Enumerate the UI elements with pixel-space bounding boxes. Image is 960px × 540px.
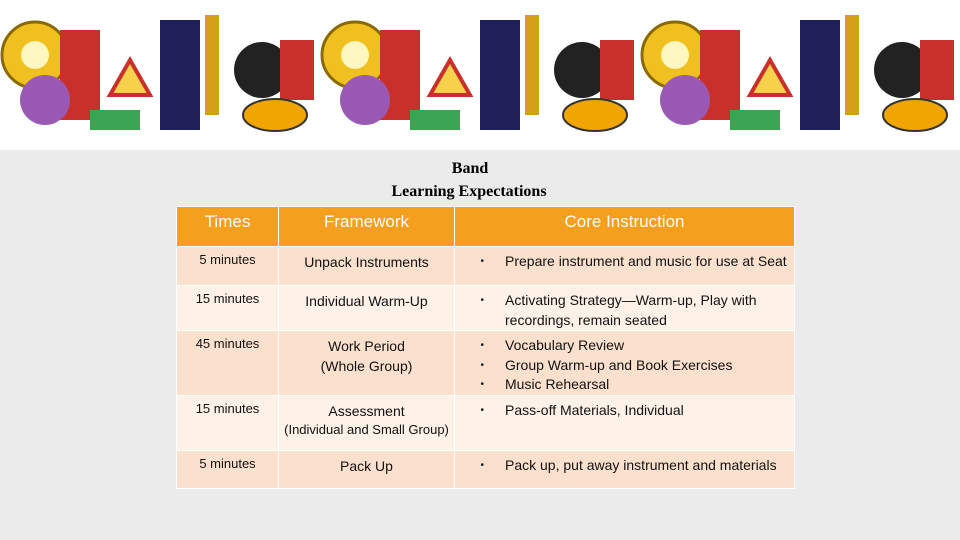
time-cell: 15 minutes bbox=[177, 395, 279, 450]
list-item bbox=[455, 356, 794, 376]
core-item-text: Pass-off Materials, Individual bbox=[505, 401, 684, 418]
core-item-text: Music Rehearsal bbox=[505, 376, 610, 392]
instrument-artwork-icon bbox=[0, 0, 320, 150]
framework-sublabel: (Whole Group) bbox=[320, 358, 413, 374]
band-banner bbox=[0, 0, 960, 150]
framework-cell bbox=[279, 247, 455, 286]
list-item bbox=[455, 252, 794, 272]
bullet-icon: • bbox=[480, 359, 484, 371]
core-cell bbox=[455, 331, 795, 396]
banner-panel-2 bbox=[320, 0, 640, 150]
core-item-text: Pack up, put away instrument and materials bbox=[505, 456, 777, 473]
table-row bbox=[177, 286, 795, 331]
core-cell bbox=[455, 450, 795, 488]
bullet-icon: • bbox=[480, 459, 484, 471]
table-row bbox=[177, 247, 795, 286]
header-framework: Framework bbox=[279, 207, 455, 247]
list-item bbox=[455, 375, 794, 395]
header-core-instruction: Core Instruction bbox=[455, 207, 795, 247]
core-item-text: Group Warm-up and Book Exercises bbox=[505, 356, 733, 373]
framework-cell bbox=[279, 450, 455, 488]
list-item bbox=[455, 456, 794, 476]
bullet-icon: • bbox=[480, 295, 484, 306]
bullet-icon: • bbox=[480, 340, 484, 351]
table-row bbox=[177, 395, 795, 450]
bullet-icon: • bbox=[480, 404, 484, 416]
page-title: Band bbox=[451, 160, 489, 177]
bullet-icon: • bbox=[480, 256, 484, 267]
framework-sublabel: (Individual and Small Group) bbox=[284, 421, 449, 437]
framework-cell bbox=[279, 395, 455, 450]
header-times: Times bbox=[177, 207, 279, 247]
table-row bbox=[177, 331, 795, 396]
page-subtitle: Learning Expectations bbox=[391, 183, 547, 200]
framework-label: Unpack Instruments bbox=[304, 254, 429, 270]
bullet-icon: • bbox=[480, 379, 484, 390]
time-cell: 15 minutes bbox=[177, 286, 279, 331]
banner-panel-1 bbox=[0, 0, 320, 150]
core-cell bbox=[455, 247, 795, 286]
framework-label: Assessment bbox=[328, 402, 405, 419]
list-item bbox=[455, 291, 794, 330]
core-item-text: Activating Strategy—Warm-up, Play with recordings, remain seated bbox=[505, 292, 757, 328]
banner-panel-3 bbox=[640, 0, 960, 150]
list-item bbox=[455, 336, 794, 356]
time-cell: 45 minutes bbox=[177, 331, 279, 396]
core-item-text: Prepare instrument and music for use at Seat bbox=[505, 253, 787, 269]
time-cell: 5 minutes bbox=[177, 247, 279, 286]
core-cell bbox=[455, 286, 795, 331]
list-item bbox=[455, 401, 794, 421]
instrument-artwork-icon bbox=[640, 0, 960, 150]
framework-cell bbox=[279, 286, 455, 331]
table-row bbox=[177, 450, 795, 488]
framework-label: Work Period bbox=[328, 338, 405, 354]
core-cell bbox=[455, 395, 795, 450]
core-item-text: Vocabulary Review bbox=[505, 337, 625, 353]
table-header-row bbox=[177, 207, 795, 247]
framework-cell bbox=[279, 331, 455, 396]
framework-label: Pack Up bbox=[340, 457, 393, 474]
schedule-table bbox=[176, 206, 795, 489]
framework-label: Individual Warm-Up bbox=[305, 293, 428, 309]
instrument-artwork-icon bbox=[320, 0, 640, 150]
time-cell: 5 minutes bbox=[177, 450, 279, 488]
